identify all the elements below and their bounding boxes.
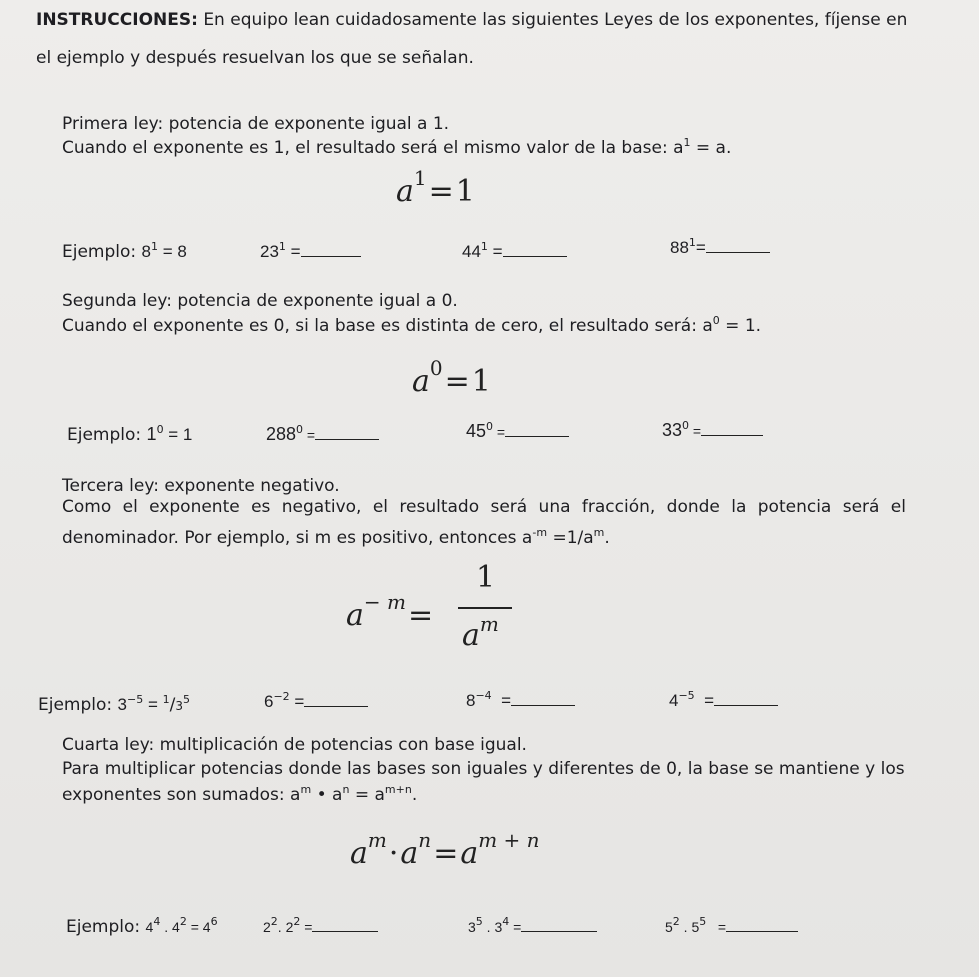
- law4-desc2-text: exponentes son sumados: a: [62, 785, 301, 805]
- law3-example-frac-num: 1: [162, 693, 170, 706]
- law2-ex1-eq: =: [303, 427, 316, 443]
- law3-formula-exp: − m: [363, 590, 406, 614]
- law4-example-b3: 4: [202, 919, 211, 935]
- law3-desc2-text: denominador. Por ejemplo, si m es positivo, entonces a: [62, 528, 533, 548]
- instructions-line-2: el ejemplo y después resuelvan los que se señalan.: [36, 48, 474, 68]
- law4-example: [66, 916, 218, 938]
- law1-ex2-eq: =: [487, 242, 503, 261]
- law1-description: [62, 137, 731, 159]
- law2-ex3-eq: =: [689, 423, 702, 439]
- law4-formula-e1: m: [367, 828, 387, 852]
- law1-ex1-eq: =: [285, 242, 301, 261]
- law1-ex3-eq: =: [695, 238, 706, 257]
- law2-exercise-3: [662, 419, 763, 442]
- law3-ex1-answer-blank[interactable]: [304, 706, 368, 707]
- law4-title: Cuarta ley: multiplicación de potencias con base igual.: [62, 735, 527, 755]
- law2-exercise-1: [266, 423, 379, 446]
- law3-formula-lhs: [346, 590, 435, 633]
- law2-formula: [412, 356, 491, 399]
- law4-ex1-e2: 2: [293, 915, 301, 928]
- law3-formula-base: a: [346, 598, 364, 633]
- instructions-line-1: [36, 9, 907, 31]
- law4-desc2-exp3: m+n: [384, 783, 412, 796]
- law2-description: [62, 315, 761, 337]
- law4-exercise-2: [468, 916, 597, 938]
- law1-example-label: Ejemplo:: [62, 242, 137, 262]
- law2-ex2-exp: 0: [486, 420, 494, 433]
- law1-exercise-2: [462, 241, 567, 263]
- law4-formula-b3: a: [460, 836, 479, 871]
- law3-example-base: 3: [117, 695, 128, 714]
- law4-example-e2: 2: [179, 915, 187, 928]
- law4-formula-b1: a: [350, 836, 368, 871]
- law2-ex3-answer-blank[interactable]: [701, 435, 763, 436]
- law4-ex1-dot: .: [277, 919, 286, 935]
- law2-ex3-exp: 0: [682, 419, 690, 432]
- law3-formula-denominator: [462, 612, 499, 653]
- law2-ex1-exp: 0: [296, 423, 304, 436]
- instructions-text-1: En equipo lean cuidadosamente las siguientes Leyes de los exponentes, fíjense en: [203, 10, 908, 30]
- law4-ex3-b2: 5: [691, 919, 700, 935]
- law1-title: Primera ley: potencia de exponente igual a 1.: [62, 114, 450, 134]
- law4-desc2-tail: .: [411, 785, 418, 805]
- law3-desc2-mid: =1/a: [547, 528, 594, 548]
- law2-desc-text: Cuando el exponente es 0, si la base es distinta de cero, el resultado será: a: [62, 316, 713, 336]
- law2-exercise-2: [466, 420, 569, 443]
- law3-title: Tercera ley: exponente negativo.: [62, 476, 340, 496]
- law2-title: Segunda ley: potencia de exponente igual a 0.: [62, 291, 458, 311]
- law4-ex3-e1: 2: [672, 915, 680, 928]
- law1-example-exp: 1: [151, 240, 159, 253]
- law2-formula-exp: 0: [429, 356, 443, 380]
- law1-exercise-1: [260, 241, 361, 263]
- law4-example-eq: =: [186, 919, 203, 935]
- law1-ex3-exp: 1: [688, 236, 696, 249]
- law4-formula-e2: n: [418, 828, 432, 852]
- law4-ex1-eq: =: [300, 919, 313, 935]
- law4-ex1-answer-blank[interactable]: [312, 931, 378, 932]
- law2-ex1-base: 288: [266, 424, 297, 444]
- law3-ex1-exp: −2: [273, 690, 290, 703]
- law2-example-label: Ejemplo:: [67, 425, 142, 445]
- law1-formula-base: a: [396, 174, 414, 209]
- law4-desc2-dot: • a: [311, 785, 343, 805]
- law4-example-e1: 4: [153, 915, 161, 928]
- law3-example-frac-den-exp: 5: [182, 693, 190, 706]
- instructions-label: INSTRUCCIONES:: [36, 10, 198, 30]
- law3-formula-fraction-bar: [458, 607, 512, 609]
- law3-ex1-eq: =: [289, 692, 305, 711]
- law2-ex3-base: 33: [662, 420, 683, 440]
- law2-ex2-answer-blank[interactable]: [505, 436, 569, 437]
- law4-ex2-b1: 3: [468, 919, 476, 935]
- law3-formula-numerator: 1: [476, 560, 496, 595]
- law3-desc2-tail: .: [604, 528, 610, 548]
- law1-ex1-exp: 1: [278, 240, 286, 253]
- law1-example: [62, 241, 187, 263]
- law3-description-1: Como el exponente es negativo, el resultado será una fracción, donde la potencia será el: [62, 497, 906, 517]
- law3-example-label: Ejemplo:: [38, 695, 113, 715]
- law4-ex2-b2: 3: [494, 919, 503, 935]
- law1-ex2-base: 44: [462, 242, 481, 261]
- law4-ex1-b2: 2: [285, 919, 294, 935]
- law3-ex2-exp: −4: [475, 689, 492, 702]
- law3-ex3-answer-blank[interactable]: [714, 705, 778, 706]
- law3-example: [38, 694, 190, 717]
- law3-formula-den-base: a: [462, 618, 480, 653]
- law3-ex2-base: 8: [466, 691, 476, 710]
- law4-ex3-eq: =: [706, 919, 727, 935]
- law4-description-2: [62, 784, 417, 806]
- law4-example-dot: .: [160, 919, 173, 935]
- law2-example-rest: = 1: [163, 425, 193, 444]
- law1-formula-result: 1: [455, 174, 475, 209]
- law3-example-exp: −5: [127, 693, 144, 706]
- law2-ex2-eq: =: [493, 424, 506, 440]
- law4-formula-eq: =: [433, 836, 459, 871]
- law1-ex3-base: 88: [670, 238, 689, 257]
- law2-example-exp: 0: [156, 423, 164, 436]
- law1-ex2-exp: 1: [480, 240, 488, 253]
- law3-ex3-base: 4: [669, 691, 679, 710]
- law3-desc2-exp1: -m: [532, 526, 548, 539]
- law3-example-slash: /: [169, 695, 176, 715]
- law2-formula-base: a: [412, 364, 430, 399]
- law1-ex1-base: 23: [260, 242, 279, 261]
- law3-description-2: [62, 527, 610, 549]
- law4-ex1-e1: 2: [270, 915, 278, 928]
- law4-example-b2: 4: [172, 919, 180, 935]
- law4-example-b1: 4: [145, 919, 154, 935]
- law4-formula: [350, 828, 540, 871]
- law2-ex2-base: 45: [466, 421, 487, 441]
- law4-formula-dot: ·: [388, 836, 399, 871]
- law4-ex3-e2: 5: [699, 915, 707, 928]
- law1-desc-exp: 1: [683, 136, 691, 149]
- law2-desc-tail: = 1.: [719, 316, 762, 336]
- law4-ex2-eq: =: [509, 919, 522, 935]
- law1-formula-eq: =: [428, 174, 454, 209]
- law3-ex2-eq: =: [491, 691, 512, 710]
- law2-formula-eq: =: [444, 364, 470, 399]
- law1-example-base: 8: [141, 242, 152, 261]
- law3-example-rest: =: [143, 695, 163, 714]
- law1-ex1-answer-blank[interactable]: [301, 256, 361, 257]
- law4-formula-b2: a: [400, 836, 419, 871]
- law1-example-rest: = 8: [158, 242, 187, 261]
- law3-ex1-base: 6: [264, 692, 274, 711]
- law4-exercise-3: [665, 916, 798, 938]
- law4-ex2-answer-blank[interactable]: [521, 931, 597, 932]
- law1-desc-tail: = a.: [690, 138, 732, 158]
- law1-desc-text: Cuando el exponente es 1, el resultado será el mismo valor de la base: a: [62, 138, 684, 158]
- law4-example-e3: 6: [210, 915, 218, 928]
- law1-formula: [396, 166, 475, 209]
- law3-formula-den-exp: m: [479, 612, 499, 636]
- law4-ex3-b1: 5: [665, 919, 673, 935]
- law4-ex1-b1: 2: [263, 919, 271, 935]
- law4-ex2-dot: .: [482, 919, 495, 935]
- law3-formula-eq: =: [407, 598, 434, 633]
- law3-example-frac-den: 3: [175, 699, 183, 713]
- law3-desc2-exp2: m: [593, 526, 605, 539]
- law4-desc2-exp2: n: [342, 783, 350, 796]
- law4-exercise-1: [263, 916, 378, 938]
- law4-example-label: Ejemplo:: [66, 917, 141, 937]
- law4-ex3-dot: .: [679, 919, 692, 935]
- law4-desc2-eq: = a: [349, 785, 385, 805]
- law1-ex3-answer-blank[interactable]: [706, 252, 770, 253]
- law2-desc-exp: 0: [712, 314, 720, 327]
- law1-formula-exp: 1: [413, 166, 427, 190]
- law4-ex3-answer-blank[interactable]: [726, 931, 798, 932]
- law2-example-base: 1: [146, 424, 157, 444]
- law2-ex1-answer-blank[interactable]: [315, 439, 379, 440]
- law3-ex3-exp: −5: [678, 689, 695, 702]
- law1-exercise-3: [670, 237, 770, 259]
- law4-formula-e3: m + n: [478, 828, 540, 852]
- law3-ex3-eq: =: [694, 691, 715, 710]
- law1-ex2-answer-blank[interactable]: [503, 256, 567, 257]
- law2-example: [67, 423, 192, 446]
- law3-exercise-3: [669, 690, 778, 712]
- law3-ex2-answer-blank[interactable]: [511, 705, 575, 706]
- law4-description-1: Para multiplicar potencias donde las bases son iguales y diferentes de 0, la base se mantiene y los: [62, 759, 905, 779]
- law2-formula-result: 1: [471, 364, 491, 399]
- law4-ex2-e1: 5: [475, 915, 483, 928]
- law4-desc2-exp1: m: [300, 783, 312, 796]
- law3-exercise-2: [466, 690, 575, 712]
- law3-exercise-1: [264, 691, 368, 713]
- law4-ex2-e2: 4: [502, 915, 510, 928]
